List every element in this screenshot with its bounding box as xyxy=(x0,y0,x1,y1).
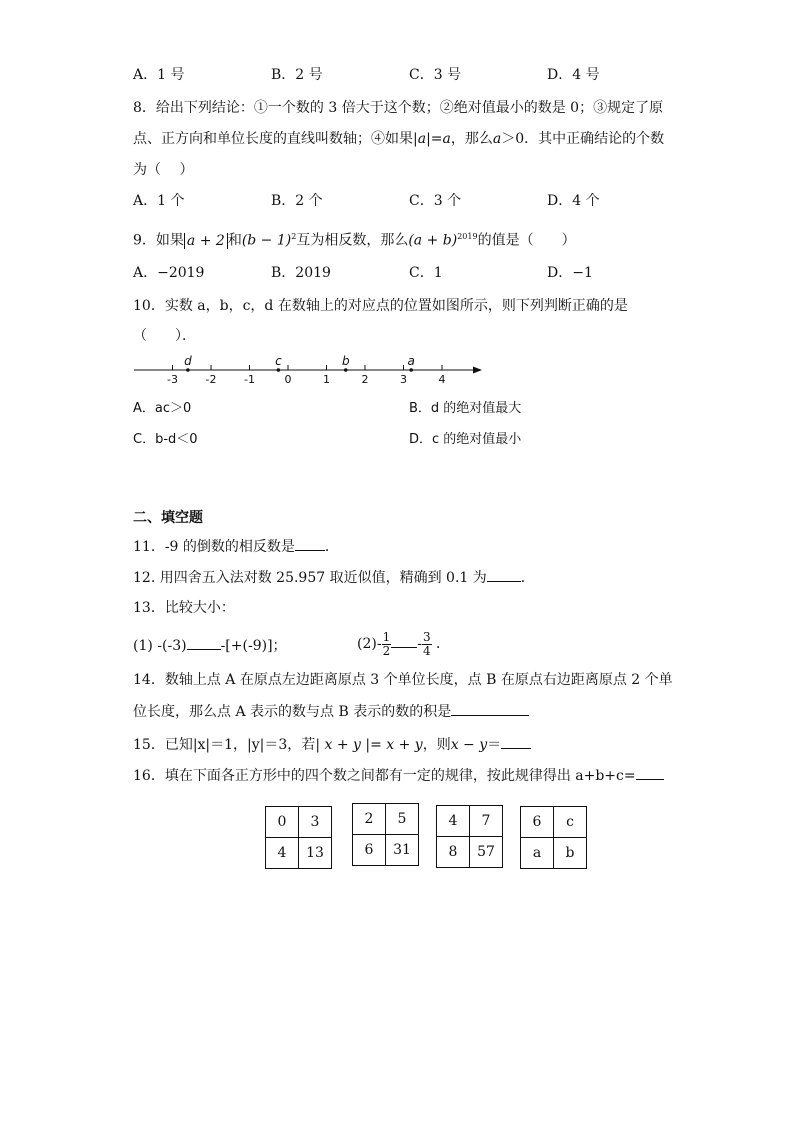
number-line-tick-label: -2 xyxy=(205,373,217,386)
q14-answer-blank[interactable] xyxy=(451,701,529,716)
pattern-square-2 xyxy=(352,803,419,866)
q15-condition: | x + y |= x + y xyxy=(315,737,423,753)
square-cell: 7 xyxy=(470,806,503,837)
q8-var: a xyxy=(492,131,502,147)
q8-abs-expr: |a|=a xyxy=(413,131,451,147)
fraction-denominator: 2 xyxy=(382,643,391,658)
q8-line-3: 为（ ） xyxy=(133,162,194,178)
q10-option-d: D．c 的绝对值最小 xyxy=(409,432,522,447)
q12-text: 12. 用四舍五入法对数 25.957 取近似值，精确到 0.1 为 xyxy=(133,570,487,586)
number-line-point-label: b xyxy=(341,354,350,368)
section-heading: 二、填空题 xyxy=(133,510,203,526)
number-line xyxy=(130,352,490,388)
q9-square-expr: (b − 1) xyxy=(241,232,292,249)
number-line-point-d xyxy=(186,368,190,372)
q13-p1-blank[interactable] xyxy=(187,635,221,650)
q9-abs-expr: a + 2 xyxy=(184,233,228,249)
number-line-point-label: a xyxy=(407,354,415,368)
q16-text: 16．填在下面各正方形中的四个数之间都有一定的规律，按此规律得出 a+b+c= xyxy=(133,768,636,784)
q7-option-c: C．3 号 xyxy=(409,67,462,83)
q13-part-1 xyxy=(133,635,287,655)
q7-option-a: A．1 号 xyxy=(133,67,185,83)
number-line-tick-label: -3 xyxy=(167,373,178,386)
number-line-tick-label: 0 xyxy=(284,373,292,386)
fraction-one-half xyxy=(382,631,392,658)
number-line-point-c xyxy=(277,368,281,372)
square-cell: 57 xyxy=(470,837,503,868)
q15-answer-blank[interactable] xyxy=(501,734,531,749)
square-cell: c xyxy=(554,807,587,838)
square-cell: a xyxy=(521,838,554,869)
square-cell: 5 xyxy=(386,804,419,835)
square-cell: b xyxy=(554,838,587,869)
q9-text: 互为相反数，那么 xyxy=(296,232,409,249)
pattern-square-1 xyxy=(265,806,332,869)
number-line-point-b xyxy=(344,368,348,372)
q13-p1-left: (1) -(-3) xyxy=(133,638,187,654)
number-line-point-label: c xyxy=(275,354,282,368)
number-line-point-label: d xyxy=(184,354,192,368)
q9-text: 和 xyxy=(227,232,242,249)
square-cell: 8 xyxy=(437,837,470,868)
q9-option-c: C．1 xyxy=(409,265,443,281)
q12-answer-blank[interactable] xyxy=(487,567,521,582)
q15-text: ，则 xyxy=(422,737,451,753)
q16-stem xyxy=(133,765,664,785)
number-line-point-a xyxy=(409,368,413,372)
square-cell: 31 xyxy=(386,835,419,866)
square-cell: 2 xyxy=(353,804,386,835)
q8-line-2 xyxy=(133,130,664,148)
q12-stem xyxy=(133,567,535,587)
q10-option-c: C．b-d＜0 xyxy=(133,432,198,447)
square-cell: 4 xyxy=(266,838,299,869)
q15-expr: x − y xyxy=(450,737,488,753)
q9-square-exp: 2 xyxy=(291,232,297,241)
q8-option-c: C．3 个 xyxy=(409,193,462,209)
q15-stem xyxy=(133,734,531,754)
q8-text: ，那么 xyxy=(450,131,493,147)
q9-stem xyxy=(133,228,576,250)
square-cell: 6 xyxy=(521,807,554,838)
q8-option-a: A．1 个 xyxy=(133,193,185,209)
q11-text: 11．-9 的倒数的相反数是 xyxy=(133,539,295,555)
q13-p1-right: -[+(-9)]； xyxy=(220,638,287,654)
q8-option-b: B．2 个 xyxy=(271,193,323,209)
q9-option-a: A．−2019 xyxy=(133,265,205,281)
fraction-denominator: 4 xyxy=(422,643,431,658)
q10-option-b: B．d 的绝对值最大 xyxy=(409,401,522,416)
number-line-tick-label: 1 xyxy=(323,373,330,386)
q13-p2-left: (2)- xyxy=(357,636,382,652)
q13-title: 13．比较大小： xyxy=(133,600,235,616)
q9-text: 9．如果 xyxy=(133,232,184,249)
fraction-numerator: 1 xyxy=(382,629,391,644)
square-cell: 0 xyxy=(266,807,299,838)
pattern-square-3 xyxy=(436,805,503,868)
q13-p2-minus: - xyxy=(417,636,422,652)
q14-text: 位长度，那么点 A 表示的数与点 B 表示的数的积是 xyxy=(133,704,452,720)
q13-p2-end: ． xyxy=(436,636,451,652)
q9-option-d: D．−1 xyxy=(547,265,593,281)
q13-p2-blank[interactable] xyxy=(391,633,417,648)
square-cell: 6 xyxy=(353,835,386,866)
square-cell: 4 xyxy=(437,806,470,837)
square-cell: 3 xyxy=(299,807,332,838)
q13-part-2 xyxy=(357,626,450,662)
number-line-arrow xyxy=(473,367,482,374)
pattern-square-4 xyxy=(520,806,587,869)
q12-end: ． xyxy=(520,570,535,586)
q8-text: 点、正方向和单位长度的直线叫数轴；④如果 xyxy=(133,131,413,147)
q9-power-expr: (a + b) xyxy=(408,232,458,249)
number-line-tick-label: -1 xyxy=(244,373,255,386)
q8-text: ＞0．其中正确结论的个数 xyxy=(501,131,665,147)
q14-line-1: 14．数轴上点 A 在原点左边距离原点 3 个单位长度，点 B 在原点右边距离原点 2 个单 xyxy=(133,672,673,688)
q10-line-2: （ ）． xyxy=(133,328,196,344)
q11-end: ． xyxy=(324,539,339,555)
q7-option-b: B．2 号 xyxy=(271,67,323,83)
q9-text: 的值是（ ） xyxy=(477,232,576,249)
q14-line-2 xyxy=(133,701,529,721)
q9-power-exp: 2019 xyxy=(457,232,478,241)
number-line-tick-label: 3 xyxy=(400,373,407,386)
q10-line-1: 10．实数 a，b，c，d 在数轴上的对应点的位置如图所示，则下列判断正确的是 xyxy=(133,298,628,314)
q10-option-a: A．ac＞0 xyxy=(133,401,192,416)
q11-stem xyxy=(133,536,339,556)
q8-line-1: 8．给出下列结论：①一个数的 3 倍大于这个数；②绝对值最小的数是 0；③规定了原 xyxy=(133,100,664,116)
q16-answer-blank[interactable] xyxy=(636,765,664,780)
fraction-numerator: 3 xyxy=(422,629,431,644)
q8-option-d: D．4 个 xyxy=(547,193,600,209)
q11-answer-blank[interactable] xyxy=(295,536,325,551)
q9-option-b: B．2019 xyxy=(271,265,331,281)
square-cell: 13 xyxy=(299,838,332,869)
number-line-tick-label: 2 xyxy=(361,373,369,386)
q15-text: ＝ xyxy=(487,737,502,753)
number-line-tick-label: 4 xyxy=(438,373,446,386)
q7-option-d: D．4 号 xyxy=(547,67,600,83)
q15-text: 15．已知|x|＝1，|y|＝3，若 xyxy=(133,737,316,753)
fraction-three-quarters xyxy=(422,631,432,658)
